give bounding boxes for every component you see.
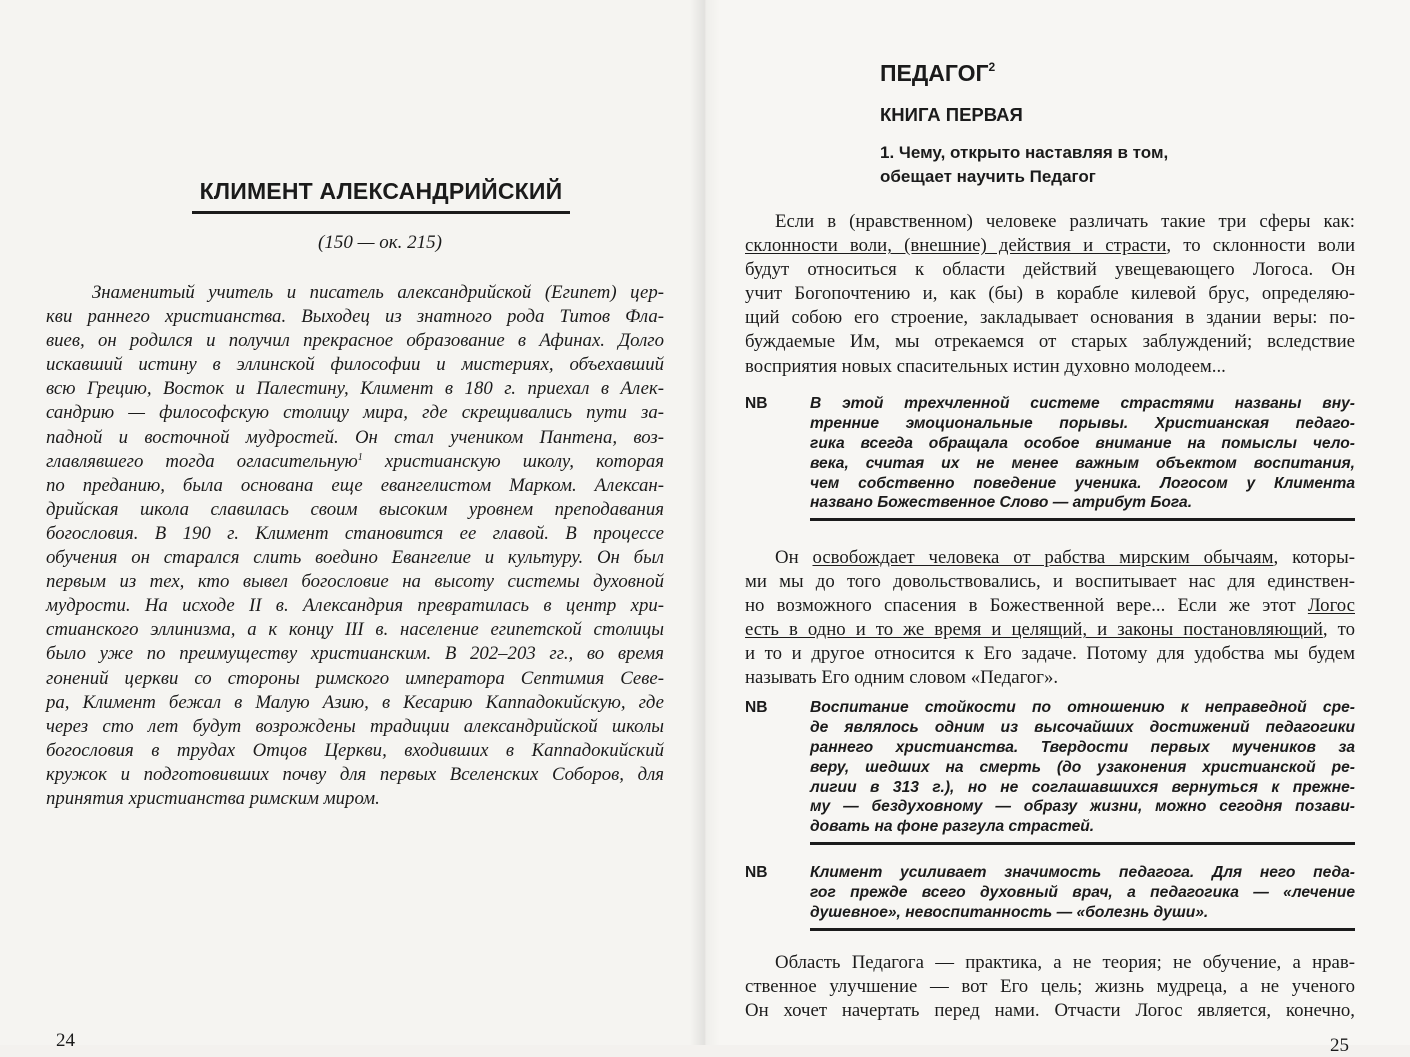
para-line: [745, 234, 1355, 258]
bio-line: кружок и подготовивших почву для первых Вселенских Соборов, для: [46, 763, 664, 785]
nb-line: века, считая их не менее важным объектом воспитания,: [810, 454, 1355, 472]
para-line: щий собою его строение, закладывает основания в здании веры: по-: [745, 307, 1355, 329]
work-title-text: ПЕДАГОГ: [880, 60, 989, 86]
nb-line: веру, шедших на смерть (до узаконения христианской ре-: [810, 758, 1355, 776]
bio-line: падной и восточной мудростей. Он стал учеником Пантена, воз-: [46, 426, 664, 448]
underlined-text: склонности воли, (внешние) действия и страсти: [745, 235, 1167, 257]
para-line-part: , то: [1322, 619, 1355, 641]
nb-line: гог прежде всего духовный врач, а педагогика — «лечение: [810, 883, 1355, 901]
right-page: [705, 0, 1410, 1056]
bio-line: первым из тех, кто вывел богословие на высоту системы духовной: [46, 571, 664, 593]
bio-line: кви раннего христианства. Выходец из знатного рода Титов Фла-: [46, 306, 664, 328]
page-number-right: 25: [1330, 1035, 1349, 1056]
bio-line-part: главлявшего тогда огласительную: [46, 450, 358, 472]
bio-line: гонений церкви со стороны римского императора Септимия Севе-: [46, 667, 664, 689]
para-line-part: Он: [775, 547, 813, 568]
para-line: будут относиться к области действий увещевающего Логоса. Он: [745, 259, 1355, 281]
page-number-left: 24: [56, 1030, 75, 1051]
nb-note-2: [745, 698, 1355, 845]
bio-line: стианского эллинизма, а к концу III в. население египетской столицы: [46, 619, 664, 641]
para-line: [745, 594, 1355, 618]
para-line: Область Педагога — практика, а не теория; не обучение, а нрав-: [775, 952, 1355, 973]
paragraph-1: [745, 210, 1355, 379]
nb-line: названо Божественное Слово — атрибут Бога.: [810, 494, 1193, 512]
underlined-text: есть в одно и то же время и целящий, и законы постановляющий: [745, 619, 1323, 641]
nb-note-1: [745, 394, 1355, 521]
para-line: буждаемые Им, мы отрекаемся от старых заблуждений; вследствие: [745, 331, 1355, 353]
bio-line: всю Грецию, Восток и Палестину, Климент в 180 г. приехал в Алек-: [46, 378, 664, 400]
para-line: Он хочет начертать перед нами. Отчасти Логос является, конечно,: [745, 1000, 1355, 1022]
nb-line: душевное», невоспитанность — «болезнь души».: [810, 903, 1209, 921]
bio-line: дрийская школа славилась своим высоким уровнем преподавания: [46, 498, 664, 520]
footnote-marker: 1: [357, 451, 363, 463]
chapter-heading: [880, 141, 1280, 189]
bio-line: богословия в трудах Отцов Церкви, входивших в Каппадокийский: [46, 739, 664, 761]
para-line: называть Его одним словом «Педагог».: [745, 667, 1059, 689]
bio-line: обучения он старался слить воедино Евангелие и культуру. Он был: [46, 547, 664, 569]
nb-line: тренние эмоциональные порывы. Христианская педаго-: [810, 414, 1355, 432]
para-line: [745, 546, 1355, 570]
nb-line: де являлось одним из высочайших достижений педагогики: [810, 718, 1355, 736]
author-biography: [46, 281, 664, 811]
para-line-part: , которы-: [1273, 547, 1356, 568]
paragraph-3: [745, 951, 1355, 1023]
bio-line: через сто лет будут возрождены традиции александрийской школы: [46, 715, 664, 737]
bio-line-part: христианскую школу, которая: [384, 450, 664, 472]
nb-line: довать на фоне разгула страстей.: [810, 818, 1095, 836]
para-line-part: , то склонности воли: [1166, 235, 1355, 257]
bio-line: принятия христианства римским миром.: [46, 787, 380, 809]
nb-line: му — бездуховному — образу жизни, можно сегодня позави-: [810, 798, 1355, 816]
bio-line: сандрию — философскую столицу мира, где скрещивались пути за-: [46, 402, 664, 424]
author-title: КЛИМЕНТ АЛЕКСАНДРИЙСКИЙ: [192, 178, 570, 214]
nb-line: раннего христианства. Твердости первых мучеников за: [810, 738, 1355, 756]
author-dates: (150 — ок. 215): [318, 232, 442, 253]
para-line: восприятия новых спасительных истин духовно молодеем...: [745, 355, 1226, 377]
left-page: [0, 0, 705, 1051]
para-line: учит Богопочтению и, как (бы) в корабле килевой брус, определяю-: [745, 283, 1355, 305]
nb-line: гика всегда обращала особое внимание на помыслы чело-: [810, 434, 1355, 452]
nb-line: В этой трехчленной системе страстями названы вну-: [810, 395, 1355, 412]
footnote-marker: 2: [988, 60, 996, 74]
bio-line: ра, Климент бежал в Малую Азию, в Кесарию Каппадокийскую, где: [46, 691, 664, 713]
para-line: ми мы до того довольствовались, и воспитывает нас для единствен-: [745, 571, 1355, 593]
bio-line: по преданию, была основана еще евангелистом Марком. Алексан-: [46, 474, 664, 496]
book-heading: КНИГА ПЕРВАЯ: [880, 104, 1023, 125]
paragraph-2: [745, 546, 1355, 691]
nb-line: лигии в 313 г.), но не соглашавшихся вернуться к прежне-: [810, 778, 1355, 796]
para-line: и то и другое относится к Его задаче. Потому для удобства мы будем: [745, 643, 1355, 665]
para-line: [745, 618, 1355, 642]
para-line: ственное улучшение — вот Его цель; жизнь мудреца, а не ученого: [745, 976, 1355, 998]
nb-label: NB: [745, 395, 768, 412]
bio-line: искавший истину в эллинской философии и мистериях, объехавший: [46, 354, 664, 376]
underlined-text: освобождает человека от рабства мирским обычаям: [812, 547, 1274, 568]
nb-line: Климент усиливает значимость педагога. Для него педа-: [810, 864, 1355, 881]
bio-line: Знаменитый учитель и писатель александрийской (Египет) цер-: [92, 282, 664, 303]
nb-line: Воспитание стойкости по отношению к неправедной сре-: [810, 699, 1355, 716]
underlined-text: Логос: [1307, 595, 1355, 617]
nb-label: NB: [745, 699, 768, 716]
para-line-part: но возможного спасения в Божественной вере... Если же этот: [745, 595, 1308, 617]
chapter-heading-line: обещает научить Педагог: [880, 167, 1096, 186]
bio-line: было уже по преимуществу христианским. В 202–203 гг., во время: [46, 643, 664, 665]
nb-note-3: [745, 863, 1355, 931]
chapter-heading-line: 1. Чему, открыто наставляя в том,: [880, 143, 1169, 162]
bio-line: виев, он родился и получил прекрасное образование в Афинах. Долго: [46, 330, 664, 352]
nb-body: [810, 698, 1355, 845]
work-title: [880, 60, 995, 87]
bio-line: богословия. В 190 г. Климент становится ее главой. В процессе: [46, 522, 664, 544]
bio-line: мудрости. На исходе II в. Александрия превратилась в центр хри-: [46, 595, 664, 617]
nb-line: чем собственно поведение ученика. Логосом у Климента: [810, 474, 1355, 492]
bio-line: [46, 450, 664, 474]
nb-body: [810, 863, 1355, 931]
nb-body: [810, 394, 1355, 521]
nb-label: NB: [745, 864, 768, 881]
para-line: Если в (нравственном) человеке различать такие три сферы как:: [775, 211, 1355, 232]
